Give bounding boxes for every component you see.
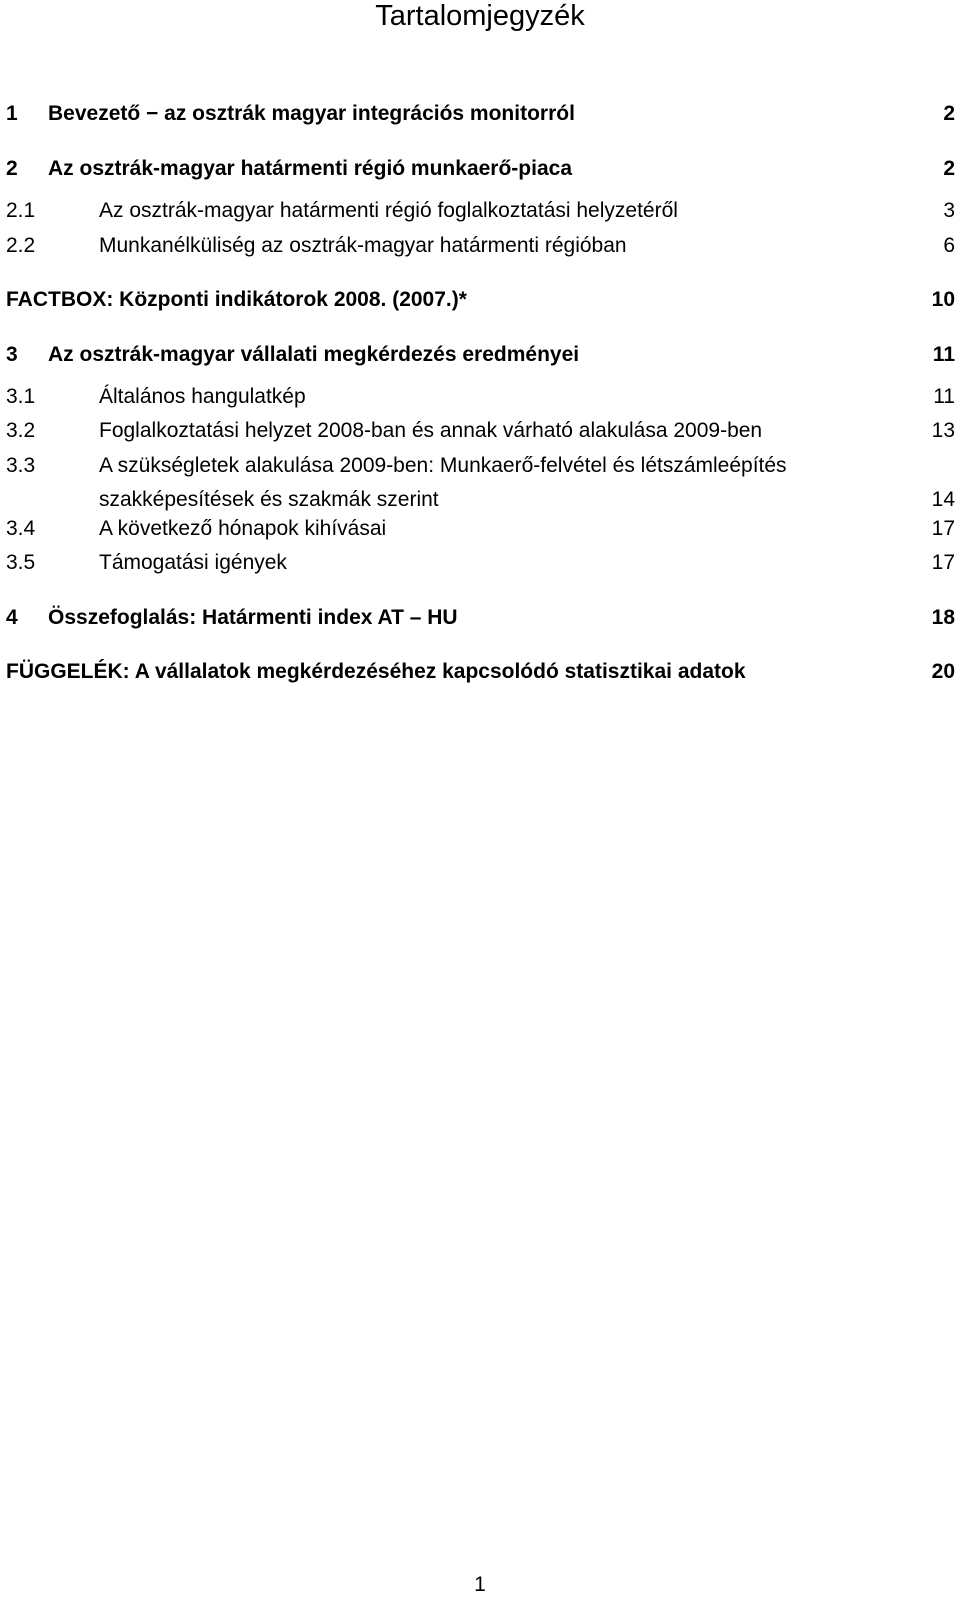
toc-entry-number: 3.3 [6,454,36,477]
toc-entry-number: 4 [6,606,18,629]
toc-entry-text: A szükségletek alakulása 2009-ben: Munkaerő-felvétel és létszámleépítés [99,454,787,477]
toc-entry-number: 3.5 [6,551,36,574]
toc-entry-page: 14 [931,488,955,511]
toc-entry-page: 6 [943,234,955,257]
toc-entry-number: 3.1 [6,385,36,408]
toc-entry-page: 3 [943,199,955,222]
toc-entry-text: FÜGGELÉK: A vállalatok megkérdezéséhez kapcsolódó statisztikai adatok [6,660,746,683]
toc-title: Tartalomjegyzék [375,0,585,32]
toc-entry-number: 3 [6,343,18,366]
toc-entry-page: 10 [931,288,955,311]
toc-entry-page: 11 [932,343,955,366]
toc-entry-text: Az osztrák-magyar határmenti régió munkaerő-piaca [48,157,572,180]
toc-entry-text: Az osztrák-magyar vállalati megkérdezés eredményei [48,343,580,366]
toc-entry-page: 2 [943,102,955,125]
page-number: 1 [474,1573,486,1596]
toc-entry-text: Összefoglalás: Határmenti index AT – HU [48,606,458,629]
toc-entry-number: 2.1 [6,199,36,222]
toc-entry-page: 20 [931,660,955,683]
toc-entry-page: 13 [931,419,955,442]
toc-entry-page: 17 [931,551,955,574]
toc-entry-page: 11 [933,385,955,408]
toc-entry-number: 3.2 [6,419,36,442]
toc-entry-page: 17 [931,517,955,540]
toc-entry-text: Általános hangulatkép [99,385,306,408]
toc-entry-text: FACTBOX: Központi indikátorok 2008. (2007.)* [6,288,467,311]
toc-entry-number: 2.2 [6,234,36,257]
toc-entry-text: Támogatási igények [99,551,287,574]
toc-entry-text-continued: szakképesítések és szakmák szerint [99,488,439,511]
toc-entry-page: 2 [943,157,955,180]
toc-entry-text: A következő hónapok kihívásai [99,517,387,540]
toc-entry-number: 3.4 [6,517,36,540]
toc-entry-text: Az osztrák-magyar határmenti régió foglalkoztatási helyzetéről [99,199,678,222]
toc-entry-number: 1 [6,102,18,125]
toc-entry-text: Bevezető − az osztrák magyar integrációs monitorról [48,102,575,125]
toc-entry-number: 2 [6,157,18,180]
toc-entry-text: Munkanélküliség az osztrák-magyar határmenti régióban [99,234,627,257]
toc-entry-text: Foglalkoztatási helyzet 2008-ban és annak várható alakulása 2009-ben [99,419,763,442]
toc-entry-page: 18 [931,606,955,629]
